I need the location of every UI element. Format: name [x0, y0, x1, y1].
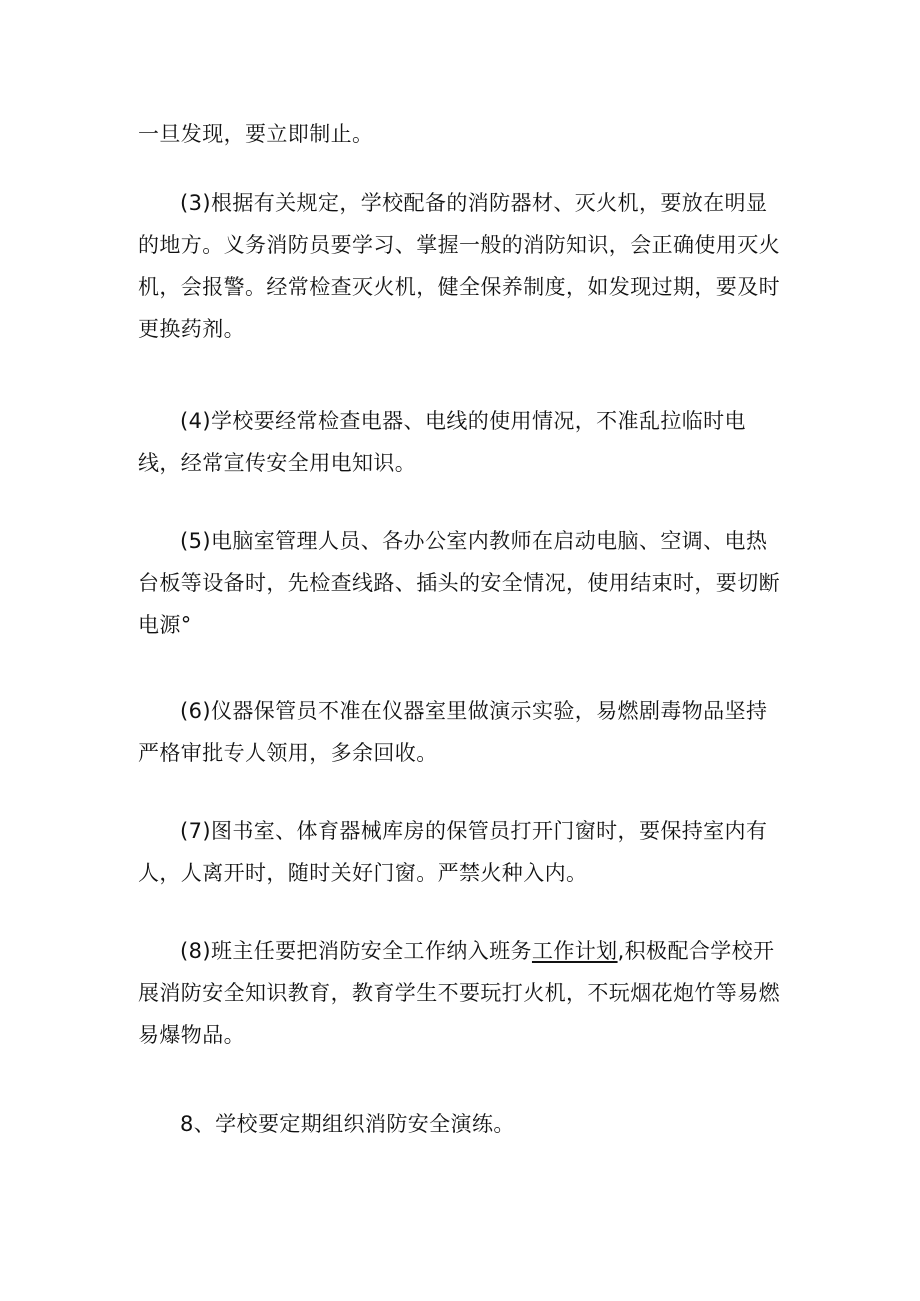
paragraph-item-4: (4)学校要经常检查电器、电线的使用情况，不准乱拉临时电线，经常宣传安全用电知识。 [138, 409, 746, 475]
paragraph-item-8 [138, 930, 788, 1056]
paragraph-item-7: (7)图书室、体育器械库房的保管员打开门窗时，要保持室内有人，人离开时，随时关好门窗。严禁火种入内。 [138, 819, 768, 885]
paragraph-continuation: 一旦发现，要立即制止。 [138, 122, 374, 146]
work-plan-link[interactable]: 工作计划 [531, 939, 618, 963]
section-8-heading: 8、学校要定期组织消防安全演练。 [180, 1112, 515, 1136]
paragraph-item-3: (3)根据有关规定，学校配备的消防器材、灭火机，要放在明显的地方。义务消防员要学习、掌握一般的消防知识，会正确使用灭火机，会报警。经常检查灭火机，健全保养制度，如发现过期，要及时更换药剂。 [138, 191, 780, 341]
paragraph-item-8-text-before: (8)班主任要把消防安全工作纳入班务 [180, 939, 532, 963]
paragraph-item-6: (6)仪器保管员不准在仪器室里做演示实验，易燃剧毒物品坚持严格审批专人领用，多余回收。 [138, 699, 768, 765]
paragraph-item-5: (5)电脑室管理人员、各办公室内教师在启动电脑、空调、电热台板等设备时，先检查线路、插头的安全情况，使用结束时，要切断电源° [138, 529, 780, 637]
paragraph-item-8-text-after: ,积极配合学校开展消防安全知识教育，教育学生不要玩打火机，不玩烟花炮竹等易燃易爆物品。 [138, 939, 780, 1047]
